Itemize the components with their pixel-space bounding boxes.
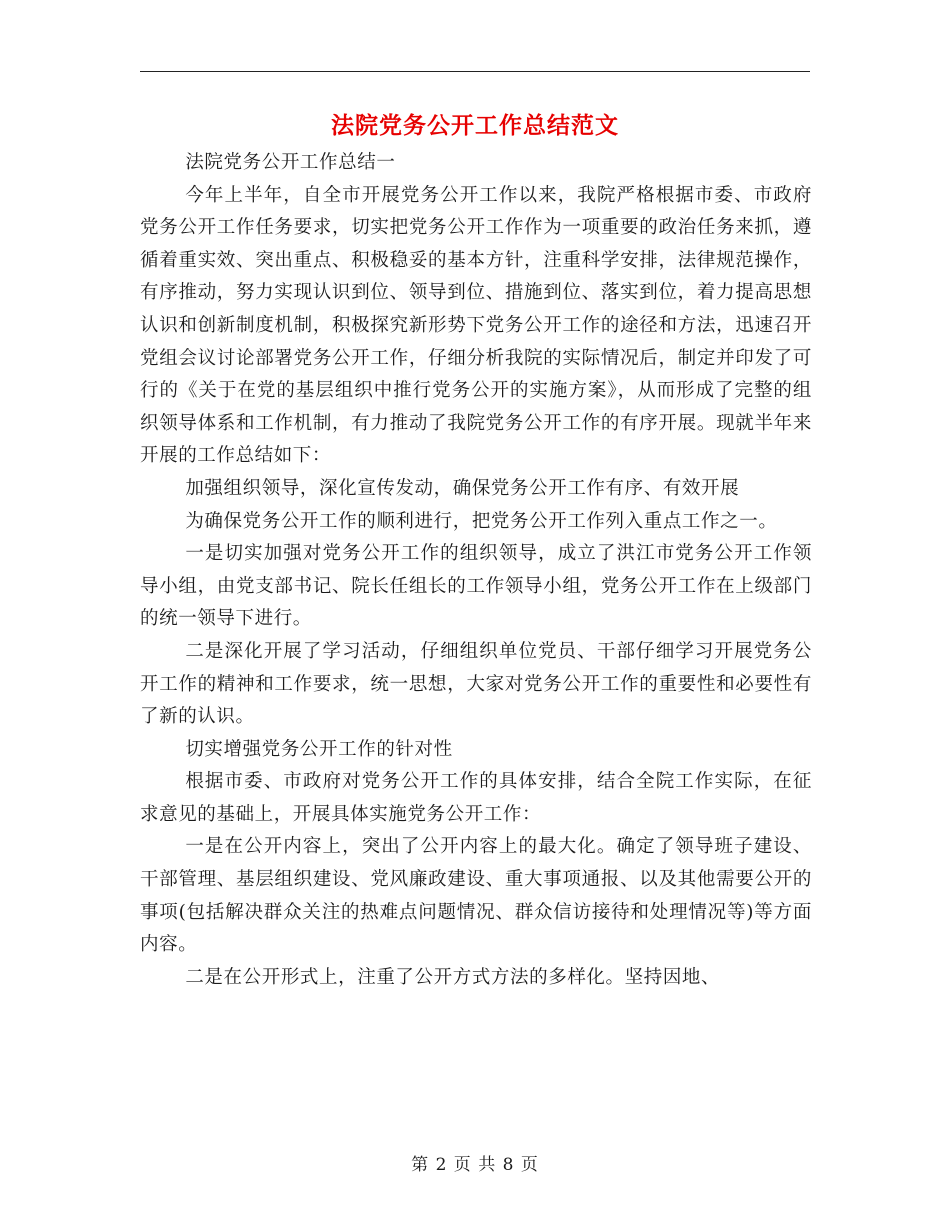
page-number: 第 2 页 共 8 页 (411, 1155, 539, 1175)
section-heading: 法院党务公开工作总结一 (185, 152, 396, 173)
body-paragraph: 一是切实加强对党务公开工作的组织领导，成立了洪江市党务公开工作领导小组，由党支部书记、院长任组长的工作领导小组，党务公开工作在上级部门的统一领导下进行。 (140, 543, 812, 630)
section-heading: 加强组织领导，深化宣传发动，确保党务公开工作有序、有效开展 (185, 477, 740, 499)
header-rule (140, 71, 810, 72)
body-paragraph: 一是在公开内容上，突出了公开内容上的最大化。确定了领导班子建设、干部管理、基层组织建设、党风廉政建设、重大事项通报、以及其他需要公开的事项(包括解决群众关注的热难点问题情况、群众信访接待和处理情况等)等方面内容。 (140, 836, 812, 956)
document-title: 法院党务公开工作总结范文 (331, 112, 619, 139)
body-paragraph: 为确保党务公开工作的顺利进行，把党务公开工作列入重点工作之一。 (185, 510, 778, 532)
document-body (140, 147, 812, 994)
body-paragraph: 二是深化开展了学习活动，仔细组织单位党员、干部仔细学习开展党务公开工作的精神和工作要求，统一思想，大家对党务公开工作的重要性和必要性有了新的认识。 (140, 640, 812, 728)
body-paragraph: 今年上半年，自全市开展党务公开工作以来，我院严格根据市委、市政府党务公开工作任务要求，切实把党务公开工作作为一项重要的政治任务来抓，遵循着重实效、突出重点、积极稳妥的基本方针，注重科学安排，法律规范操作，有序推动，努力实现认识到位、领导到位、措施到位、落实到位，着力提高思想认识和创新制度机制，积极探究新形势下党务公开工作的途径和方法，迅速召开党组会议讨论部署党务公开工作，仔细分析我院的实际情况后，制定并印发了可行的《关于在党的基层组织中推行党务公开的实施方案》，从而形成了完整的组织领导体系和工作机制，有力推动了我院党务公开工作的有序开展。现就半年来开展的工作总结如下： (140, 184, 812, 467)
body-paragraph: 二是在公开形式上，注重了公开方式方法的多样化。坚持因地、 (185, 966, 721, 988)
body-paragraph: 根据市委、市政府对党务公开工作的具体安排，结合全院工作实际，在征求意见的基础上，开展具体实施党务公开工作： (140, 771, 812, 825)
section-heading: 切实增强党务公开工作的针对性 (185, 738, 453, 760)
